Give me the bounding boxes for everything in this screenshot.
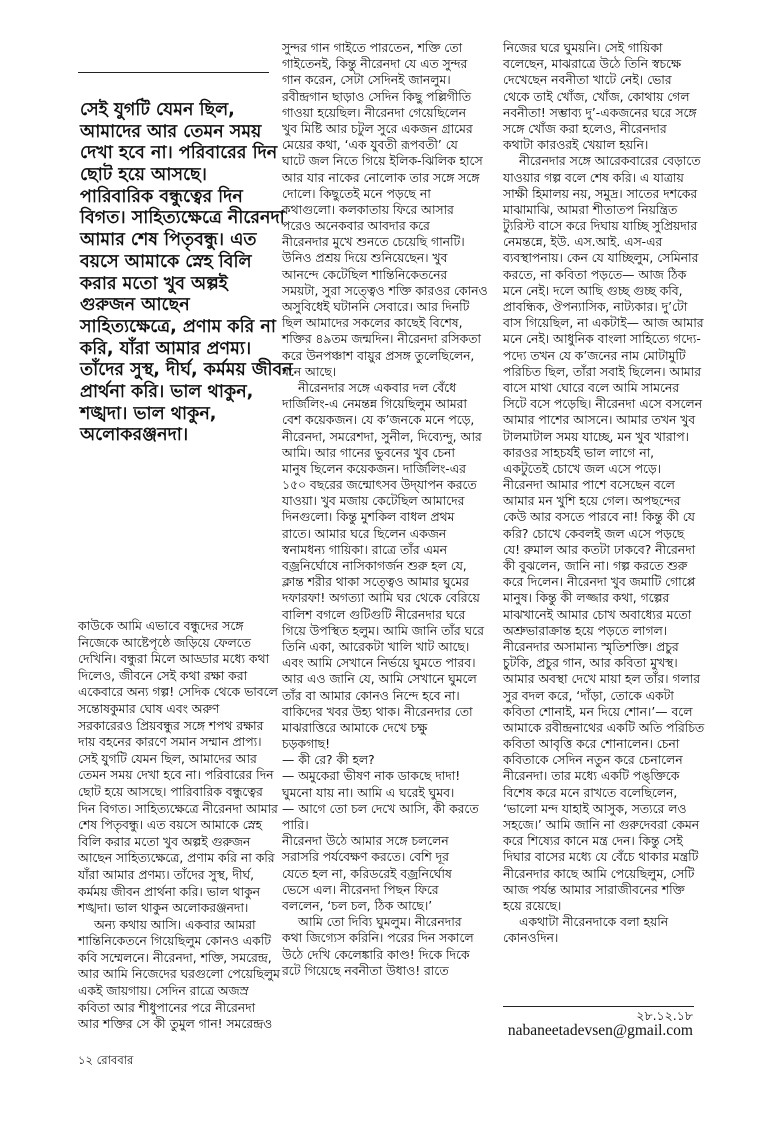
text-line: করে শিষ্যের কানে মন্ত্র দেন। কিন্তু সেই [503,834,683,849]
text-line: যাওয়া। খুব মজায় কেটেছিল আমাদের [282,494,465,509]
paragraph [503,153,719,914]
text-line: আর শক্তির সে কী তুমুল গান! সমরেন্দ্রও [78,1017,273,1032]
text-line: হয়ে রয়েছে। [503,898,562,913]
pull-quote-line: বয়সে আমাকে স্নেহ বিলি [80,251,252,272]
paragraph [282,380,494,752]
paragraph [78,917,280,1033]
pull-quote-line: তাঁদের সুস্থ, দীর্ঘ, কর্মময় জীবন [80,360,293,381]
text-line: কর্মময় জীবন প্রার্থনা করি। ভাল থাকুন [78,884,261,899]
text-line: সাক্ষী হিমালয় নয়, সমুদ্র। সাতের দশকের [503,186,698,201]
text-line: যেতে হল না, করিডরেই বজ্রনির্ঘোষ [282,866,452,881]
text-line: নীরেনদা। তার মধ্যে একটি পঙ্‌ক্তিকে [503,769,680,784]
text-line: কবিতা শোনাই, মন দিয়ে শোন।’— বলে [503,704,693,719]
text-line: আর আমি নিজেদের ঘরগুলো পেয়েছিলুম [78,967,280,982]
text-line: কারওর সাহচর্যই ভাল লাগে না, [503,445,655,460]
pull-quote-line: করি, যাঁরা আমার প্রণম্য। [80,338,252,359]
text-line: করতে, না কবিতা পড়তে— আজ ঠিক [503,267,687,282]
text-line: চড়কগাছ! [282,737,331,752]
text-line: স্বনামধন্য গায়িকা। রাত্রে তাঁর এমন [282,542,447,557]
text-line: সরকারেরও প্রিয়বন্ধুর সঙ্গে শপথ রক্ষার [78,718,264,733]
text-line: শেষ পিতৃবন্ধু। এত বয়সে আমাকে স্নেহ [78,818,262,833]
text-line: সুর বদল করে, ‘দাঁড়া, তোকে একটা [503,688,674,703]
article-column-2 [282,40,494,979]
text-line: বাস গিয়েছিল, না একটাই— আজ আমার [503,316,704,331]
text-line: আর যার নাকের নোলোক তার সঙ্গে সঙ্গে [282,170,480,185]
text-line: নীরেনদা উঠে আমার সঙ্গে চললেন [282,834,449,849]
text-line: দায় বহনের কারণে সমান সম্মান প্রাপ্য। [78,735,262,750]
text-line: দিলেও, জীবনে সেই কথা রক্ষা করা [78,668,248,683]
text-line: চুটকি, প্রচুর গান, আর কবিতা মুখস্থ। [503,656,678,671]
pull-quote-line: বিগত। সাহিত্যক্ষেত্রে নীরেনদা [80,208,285,229]
text-line: সিটে বসে পড়েছি। নীরেনদা এসে বসলেন [503,397,702,412]
article-column-1 [78,618,280,1033]
text-line: কথা জিগ্যেস করিনি। পরের দিন সকালে [282,931,474,946]
text-line: দিনগুলো। কিন্তু মুশকিল বাধল প্রথম [282,510,455,525]
text-line: মানুষ। কিন্তু কী লজ্জার কথা, গল্পের [503,591,670,606]
pull-quote [80,100,293,447]
text-line: আমার মন খুশি হয়ে গেল। অপছন্দের [503,494,681,509]
pull-quote-line: সেই যুগটি যেমন ছিল, [80,100,235,120]
text-line: নীরেনদা আমার পাশে বসেছেন বলে [503,478,675,493]
pull-quote-line: আমার শেষ পিতৃবন্ধু। এত [80,230,257,251]
text-line: বজ্রনির্ঘোষে নাসিকাগর্জন শুরু হল যে, [282,559,467,573]
text-line: — অমুকেরা ভীষণ নাক ডাকছে দাদা! [282,769,461,784]
text-line: রটে গিয়েছে নবনীতা উধাও! রাতে [282,963,449,978]
text-line: করে উনপঞ্চাশ বায়ুর প্রসঙ্গ তুলেছিলেন, [282,348,475,363]
text-line: মনে নেই। আধুনিক বাংলা সাহিত্যে গদ্যে- [503,332,701,347]
text-line: ঘুমনো যায় না। আমি এ ঘরেই ঘুমব। [282,785,455,800]
text-line: তিনি একা, আরেকটা খালি খাট আছে। [282,639,470,654]
paragraph [282,914,494,979]
text-line: আমি। আর গানের ভুবনের খুব চেনা [282,445,455,460]
text-line: বাকিদের খবর উহ্য থাক। নীরেনদার তো [282,704,473,719]
text-line: একেবারে অন্য গল্প! সেদিক থেকে ভাবলে [78,685,278,700]
signoff-rule [503,1006,694,1007]
text-line: মাঝরাত্তিরে আমাকে দেখে চক্ষু [282,720,428,735]
text-line: বিলি করার মতো খুব অল্পই গুরুজন [78,834,251,849]
text-line: সময়টা, সুরা সত্ত্বেও শক্তি কারওর কোনও [282,283,488,298]
text-line: সুন্দর গান গাইতে পারতেন, শক্তি তো [282,41,463,55]
text-line: কবিতা আর শীধুপানের পরে নীরেনদা [78,1000,256,1015]
text-line: নীরেনদার সঙ্গে আরেকবারের বেড়াতে [519,154,701,169]
pull-quote-line: সাহিত্যক্ষেত্রে, প্রণাম করি না [80,316,276,337]
text-line: বেশ কয়েকজন। যে ক’জনকে মনে পড়ে, [282,413,475,428]
text-line: দার্জিলিং-এ নেমন্তন্ন গিয়েছিলুম আমরা [282,397,467,412]
pull-quote-line: প্রার্থনা করি। ভাল থাকুন, [80,381,254,402]
text-line: ‘ভালো মন্দ যাহাই আসুক, সত্যরে লও [503,801,687,816]
text-line: কী বুঝলেন, জানি না। গল্প করতে শুরু [503,559,688,573]
author-email[interactable]: nabaneetadevsen@gmail.com [507,1022,693,1039]
text-line: বললেন, ‘চল চল, ঠিক আছে।’ [282,898,433,913]
pull-quote-top-rule [78,72,269,73]
text-line: মাঝখানেই আমার চোখ অবাধ্যের মতো [503,607,692,622]
text-line: নীরেনদার অসামান্য স্মৃতিশক্তি। প্রচুর [503,639,679,654]
text-line: আনন্দে কেটেছিল শান্তিনিকেতনের [282,267,448,282]
text-line: শঙ্খদা। ভাল থাকুন অলোকরঞ্জনদা। [78,901,249,916]
text-line: কাউকে আমি এভাবে বন্ধুদের সঙ্গে [78,619,244,633]
text-line: আমি তো দিব্যি ঘুমলুম। নীরেনদার [298,915,462,930]
text-line: অন্য কথায় আসি। একবার আমরা [94,917,256,932]
text-line: আজ পর্যন্ত আমার সারাজীবনের শক্তি [503,882,685,897]
text-line: বলেছেন, মাঝরাত্রে উঠে তিনি স্বচক্ষে [503,57,681,72]
text-line: শক্তির ৪৯তম জন্মদিন। নীরেনদা রসিকতা [282,332,481,347]
text-line: তেমন সময় দেখা হবে না। পরিবারের দিন [78,768,274,783]
text-line: নিজেকে আষ্টেপৃষ্ঠে জড়িয়ে ফেলতে [78,635,251,650]
text-line: এবং আমি সেখানে নির্ভয়ে ঘুমতে পারব। [282,656,476,671]
paragraph [503,914,719,946]
text-line: বিশেষ করে মনে রাখতে বলেছিলেন, [503,785,678,800]
text-line: যাওয়ার গল্প বলে শেষ করি। এ যাত্রায় [503,170,684,185]
pull-quote-line: ছোট হয়ে আসছে। [80,165,207,186]
text-line: বাসে মাথা ঘোরে বলে আমি সামনের [503,380,679,395]
text-line: দফারফা! অগত্যা আমি ঘর থেকে বেরিয়ে [282,591,480,606]
text-line: নবনীতা! সম্ভাব্য দু’-একজনের ঘরে সঙ্গে [503,105,697,120]
text-line: ঘাটে জল নিতে গিয়ে ইলিক-ঝিলিক হাসে [282,154,483,169]
text-line: উঠে দেখি কেলেঙ্কারি কাণ্ড! দিকে দিকে [282,947,470,962]
text-line: পরিচিত ছিল, তাঁরা সবাই ছিলেন। আমার [503,364,701,379]
text-line: আমার অবস্থা দেখে মায়া হল তাঁর। গলার [503,672,700,687]
text-line: দেখিনি। বন্ধুরা মিলে আড্ডার মধ্যে কথা [78,652,270,667]
text-line: ছিল আমাদের সকলের কাছেই বিশেষ, [282,316,463,331]
text-line: নীরেনদার সঙ্গে একবার দল বেঁধে [298,380,456,395]
paragraph [282,40,494,380]
text-line: আমার পাশের আসনে। আমার তখন খুব [503,413,696,428]
text-line: তাঁর বা আমার কোনও নিন্দে হবে না। [282,688,460,703]
pull-quote-line: আমাদের আর তেমন সময় [80,121,262,142]
text-line: করে দিলেন। নীরেনদা খুব জমাটি গোপ্পে [503,575,696,590]
text-line: দোলে। কিছুতেই মনে পড়ছে না [282,186,431,201]
text-line: মানুষ ছিলেন কয়েকজন। দার্জিলিং-এর [282,461,466,476]
text-line: ট্যুরিস্ট বাসে করে দিঘায় যাচ্ছি সুপ্রিয়দার [503,219,698,234]
paragraph [282,752,494,914]
paragraph [503,40,719,153]
text-line: ব্যবস্থাপনায়। কেন যে যাচ্ছিলুম, সেমিনার [503,251,699,266]
text-line: গিয়ে উপস্থিত হলুম। আমি জানি তাঁর ঘরে [282,623,484,638]
text-line: মনে আছে। [282,364,337,379]
text-line: থেকে তাই খোঁজ, খোঁজ, কোথায় গেল [503,89,690,104]
text-line: নীরেনদার মুখে শুনতে চেয়েছি গানটি। [282,235,465,250]
pull-quote-line: করার মতো খুব অল্পই [80,273,228,294]
pull-quote-line: শঙ্খদা। ভাল থাকুন, [80,403,217,424]
pull-quote-line: পারিবারিক বন্ধুত্বের দিন [80,186,243,207]
text-line: সরাসরি পর্যবেক্ষণ করতে। বেশি দূর [282,850,449,865]
text-line: দেখেছেন নবনীতা খাটে নেই। ভোর [503,73,672,88]
article-column-3 [503,40,719,947]
text-line: টালমাটাল সময় যাচ্ছে, মন খুব খারাপ। [503,429,689,444]
text-line: ১৫০ বছরের জন্মোৎসব উদ্‌যাপন করতে [282,478,477,493]
text-line: কোনওদিন। [503,931,559,946]
text-line: পদ্যে তখন যে ক’জনের নাম মোটামুটি [503,348,686,363]
text-line: আমাকে রবীন্দ্রনাথের একটি অতি পরিচিত [503,720,705,735]
text-line: যাঁরা আমার প্রণম্য। তাঁদের সুস্থ, দীর্ঘ, [78,867,255,882]
text-line: সেই যুগটি যেমন ছিল, আমাদের আর [78,751,257,766]
text-line: খুব মিষ্টি আর চটুল সুরে একজন গ্রামের [282,121,473,136]
text-line: নীরেনদা, সমরেশদা, সুনীল, দিব্যেন্দু, আর [282,429,482,444]
article-date: ২৮.১২.১৮ [636,1008,693,1023]
text-line: সঙ্গে খোঁজ করা হলেও, নীরেনদার [503,121,667,136]
text-line: মাঝামাঝি, আমরা শীতাতপ নিয়ন্ত্রিত [503,202,678,217]
text-line: রাতে। আমার ঘরে ছিলেন একজন [282,526,447,541]
text-line: কবি সম্মেলনে। নীরেনদা, শক্তি, সমরেন্দ্র, [78,950,272,965]
text-line: প্রাবন্ধিক, ঔপন্যাসিক, নাট্যকার। দু’টো [503,300,688,314]
text-line: ভেসে এল। নীরেনদা পিছন ফিরে [282,882,439,897]
text-line: দিঘার বাসের মধ্যে যে বেঁচে থাকার মন্ত্রটি [503,850,699,865]
text-line: উনিও প্রশ্রয় দিয়ে শুনিয়েছেন। খুব [282,251,448,266]
text-line: পরেও অনেকবার আবদার করে [282,219,430,234]
text-line: অশ্রুভারাক্রান্ত হয়ে পড়তে লাগল। [503,623,668,638]
pull-quote-line: অলোকরঞ্জনদা। [80,425,189,446]
text-line: গাইতেনই, কিন্তু নীরেনদা যে এত সুন্দর [282,57,468,72]
text-line: কবিতা আবৃত্তি করে শোনালেন। চেনা [503,737,680,752]
text-line: আছেন সাহিত্যক্ষেত্রে, প্রণাম করি না করি [78,851,275,866]
pull-quote-line: গুরুজন আছেন [80,295,190,316]
text-line: মনে নেই। দলে আছি গুচ্ছ গুচ্ছ কবি, [503,283,683,298]
text-line: রবীন্দ্রগান ছাড়াও সেদিন কিছু পল্লিগীতি [282,89,472,104]
text-line: একথাটা নীরেনদাকে বলা হয়নি [519,915,669,930]
paragraph [78,618,278,917]
pull-quote-line: দেখা হবে না। পরিবারের দিন [80,143,278,164]
text-line: কেউ আর বসতে পারবে না! কিন্তু কী যে [503,510,695,525]
text-line: যে! রুমাল আর কতটা ঢাকবে? নীরেনদা [503,542,696,557]
text-line: ক্লান্ত শরীর থাকা সত্ত্বেও আমার ঘুমের [282,575,469,590]
text-line: নেমন্তন্নে, ইউ. এস.আই. এস-এর [503,235,663,250]
text-line: করি? চোখে কেবলই জল এসে পড়ছে [503,526,685,541]
text-line: কথাগুলো। কলকাতায় ফিরে আসার [282,202,454,217]
text-line: নীরেনদার কাছে আমি পেয়েছিলুম, সেটি [503,866,695,881]
text-line: শান্তিনিকেতনে গিয়েছিলুম কোনও একটি [78,934,271,949]
text-line: আর এও জানি যে, আমি সেখানে ঘুমলে [282,672,477,687]
text-line: গান করেন, সেটা সেদিনই জানলুম। [282,73,451,88]
text-line: বালিশ বগলে গুটিগুটি নীরেনদার ঘরে [282,607,466,622]
text-line: — কী রে? কী হল? [282,753,375,768]
text-line: একই জায়গায়। সেদিন রাত্রে অজস্র [78,984,249,999]
text-line: সন্তোষকুমার ঘোষ এবং অরুণ [78,701,220,716]
text-line: ছোট হয়ে আসছে। পারিবারিক বন্ধুত্বের [78,784,263,799]
text-line: কথাটা কারওরই খেয়াল হয়নি। [503,138,649,153]
text-line: — আগে তো চল দেখে আসি, কী করতে [282,801,479,816]
page-folio: ১২ রোববার [78,1053,134,1067]
text-line: দিন বিগত। সাহিত্যক্ষেত্রে নীরেনদা আমার [78,801,278,816]
text-line: কবিতাকে সেদিন নতুন করে চেনালেন [503,753,683,768]
text-line: নিজের ঘরে ঘুময়নি। সেই গায়িকা [503,41,663,55]
text-line: অসুবিধেই ঘটাননি সেবারে। আর দিনটি [282,300,470,314]
text-line: পারি। [282,818,309,832]
text-line: একটুতেই চোখে জল এসে পড়ে। [503,461,662,476]
text-line: সহজে।’ আমি জানি না গুরুদেবরা কেমন [503,818,700,832]
text-line: মেয়ের কথা, ‘এক যুবতী রূপবতী’ যে [282,138,458,153]
text-line: গাওয়া হয়েছিল। নীরেনদা গেয়েছিলেন [282,105,466,120]
